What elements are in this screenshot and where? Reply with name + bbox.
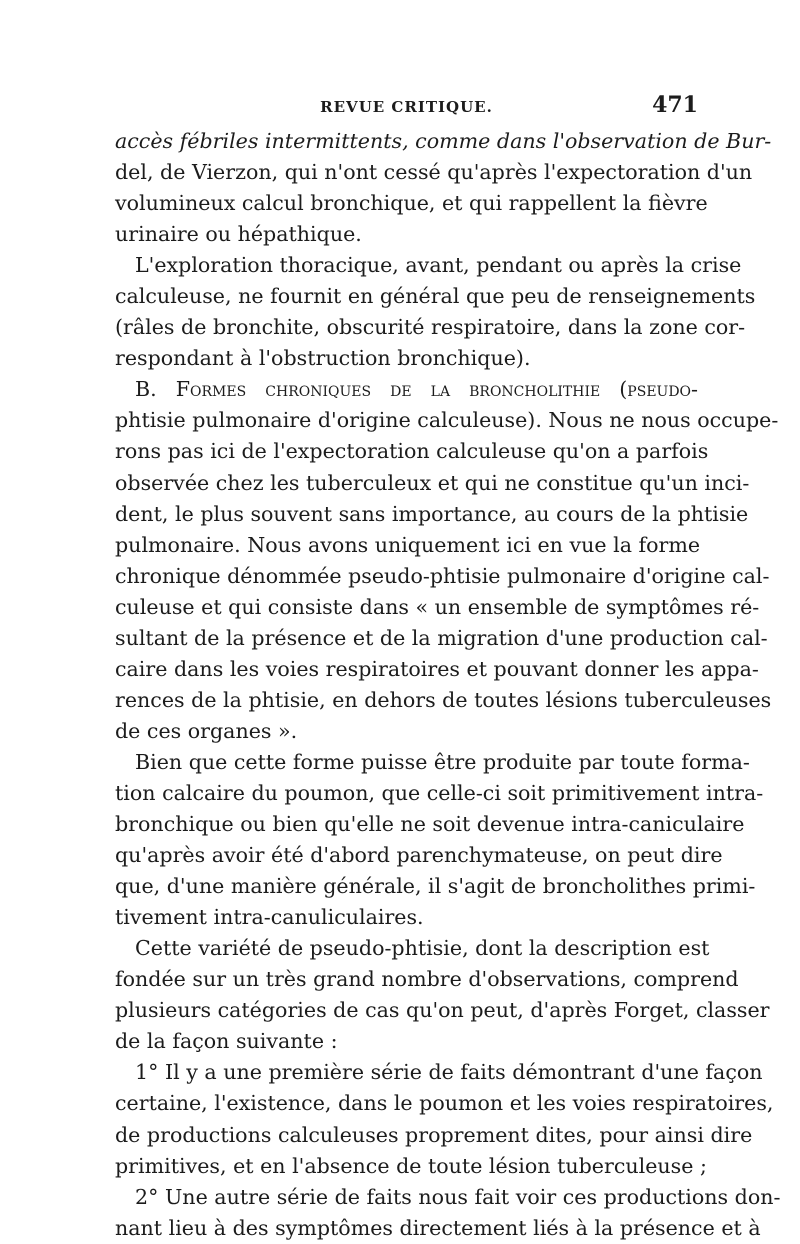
text-line: de ces organes ».: [115, 718, 298, 743]
text-line: del, de Vierzon, qui n'ont cessé qu'après l'expectoration d'un: [115, 160, 753, 185]
text-line: accès fébriles intermittents, comme dans l'observation de Bur-: [115, 129, 772, 153]
text-line: chronique dénommée pseudo-phtisie pulmonaire d'origine cal-: [115, 563, 770, 588]
running-title: REVUE CRITIQUE.: [320, 98, 493, 116]
text-line: que, d'une manière générale, il s'agit de broncholithes primi-: [115, 874, 756, 899]
text-line: certaine, l'existence, dans le poumon et les voies respiratoires,: [115, 1091, 774, 1116]
text-line: caire dans les voies respiratoires et pouvant donner les appa-: [115, 656, 759, 681]
text-line: rences de la phtisie, en dehors de toutes lésions tuberculeuses: [115, 687, 772, 712]
text-line: nant lieu à des symptômes directement liés à la présence et à: [115, 1215, 761, 1240]
text-line: (râles de bronchite, obscurité respiratoire, dans la zone cor-: [115, 315, 746, 340]
text-line: de la façon suivante :: [115, 1029, 338, 1054]
text-line: qu'après avoir été d'abord parenchymateuse, on peut dire: [115, 843, 723, 868]
text-line: urinaire ou hépathique.: [115, 222, 362, 247]
text-line: Bien que cette forme puisse être produite par toute forma-: [135, 749, 750, 774]
section-heading: B. Formes chroniques de la broncholithie (pseudo-: [135, 377, 698, 402]
text-line: calculeuse, ne fournit en général que peu de renseignements: [115, 284, 756, 309]
text-line: plusieurs catégories de cas qu'on peut, d'après Forget, classer: [115, 998, 770, 1023]
text-line: de productions calculeuses proprement dites, pour ainsi dire: [115, 1122, 753, 1147]
text-line: pulmonaire. Nous avons uniquement ici en vue la forme: [115, 532, 701, 557]
text-line: tivement intra-canuliculaires.: [115, 905, 424, 930]
text-line: volumineux calcul bronchique, et qui rappellent la fièvre: [115, 191, 708, 216]
text-line: culeuse et qui consiste dans « un ensemble de symptômes ré-: [115, 594, 760, 619]
text-line: primitives, et en l'absence de toute lésion tuberculeuse ;: [115, 1153, 707, 1178]
body-text: [115, 126, 781, 1244]
text-line: dent, le plus souvent sans importance, au cours de la phtisie: [115, 501, 749, 526]
text-line: tion calcaire du poumon, que celle-ci soit primitivement intra-: [115, 780, 764, 805]
text-line: rons pas ici de l'expectoration calculeuse qu'on a parfois: [115, 439, 709, 464]
text-line: 1° Il y a une première série de faits démontrant d'une façon: [135, 1060, 763, 1085]
text-line: respondant à l'obstruction bronchique).: [115, 346, 531, 371]
text-line: phtisie pulmonaire d'origine calculeuse). Nous ne nous occupe-: [115, 408, 779, 433]
page-header: [115, 92, 698, 122]
text-line: sultant de la présence et de la migration d'une production cal-: [115, 625, 768, 650]
text-line: L'exploration thoracique, avant, pendant ou après la crise: [135, 253, 742, 278]
page-number: 471: [652, 92, 698, 118]
text-line: observée chez les tuberculeux et qui ne constitue qu'un inci-: [115, 470, 750, 495]
text-line: bronchique ou bien qu'elle ne soit devenue intra-caniculaire: [115, 812, 745, 837]
text-line: Cette variété de pseudo-phtisie, dont la description est: [135, 936, 710, 961]
text-line: fondée sur un très grand nombre d'observations, comprend: [115, 967, 739, 992]
text-line: 2° Une autre série de faits nous fait voir ces productions don-: [135, 1184, 781, 1209]
